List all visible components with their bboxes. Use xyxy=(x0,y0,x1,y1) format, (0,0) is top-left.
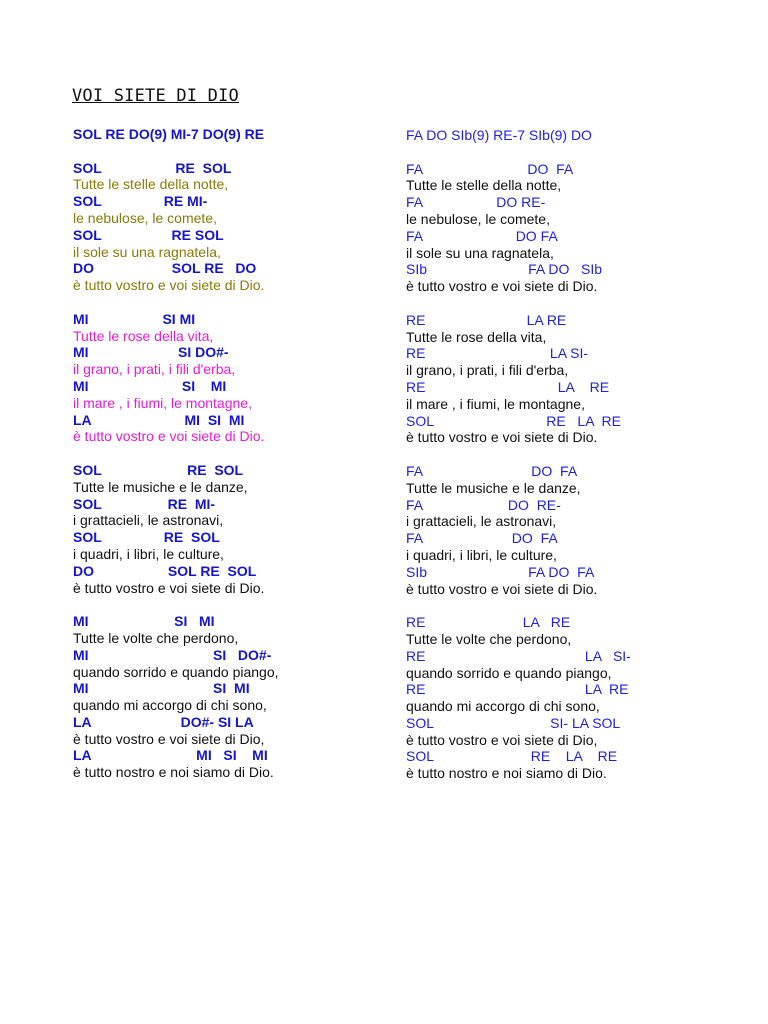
lyric-line: è tutto vostro e voi siete di Dio, xyxy=(406,731,598,748)
chord-line: MI SI MI xyxy=(73,377,227,394)
chord-line: FA DO FA xyxy=(406,462,578,479)
chord-line: LA DO#- SI LA xyxy=(73,713,254,730)
lyric-line: il grano, i prati, i fili d'erba, xyxy=(73,361,236,378)
lyric-line: Tutte le musiche e le danze, xyxy=(73,478,248,495)
lyric-line: è tutto vostro e voi siete di Dio. xyxy=(406,580,598,597)
lyric-line: è tutto vostro e voi siete di Dio. xyxy=(73,277,265,294)
lyric-line: il mare , i fiumi, le montagne, xyxy=(406,395,585,412)
lyric-line: quando sorrido e quando piango, xyxy=(406,664,612,681)
lyric-line: è tutto vostro e voi siete di Dio. xyxy=(406,278,598,295)
lyric-line: quando mi accorgo di chi sono, xyxy=(73,697,267,714)
stanza xyxy=(406,463,726,597)
lyric-line: il mare , i fiumi, le montagne, xyxy=(73,394,252,411)
chord-line: RE LA SI- xyxy=(406,345,589,362)
chord-line: RE LA RE xyxy=(406,311,567,328)
lyric-line: è tutto vostro e voi siete di Dio, xyxy=(73,730,265,747)
chord-line: FA DO FA xyxy=(406,227,558,244)
chord-line: LA MI SI MI xyxy=(73,747,268,764)
intro-chords: SOL RE DO(9) MI-7 DO(9) RE xyxy=(73,126,265,142)
chord-line: DO SOL RE SOL xyxy=(73,562,257,579)
chord-line: RE LA RE xyxy=(406,378,610,395)
lyric-line: i quadri, i libri, le culture, xyxy=(73,545,224,562)
lyric-line: i grattacieli, le astronavi, xyxy=(406,513,557,530)
lyric-line: è tutto vostro e voi siete di Dio. xyxy=(406,429,598,446)
chord-line: FA DO FA xyxy=(406,530,558,547)
chord-line: RE LA RE xyxy=(406,681,629,698)
chord-line: FA DO RE- xyxy=(406,194,546,211)
lyric-line: Tutte le stelle della notte, xyxy=(406,177,562,194)
chords-column-left xyxy=(73,126,393,798)
chord-line: SOL RE SOL xyxy=(73,159,232,176)
stanza xyxy=(406,161,726,295)
intro-chords: FA DO SIb(9) RE-7 SIb(9) DO xyxy=(406,127,592,143)
chord-line: DO SOL RE DO xyxy=(73,260,257,277)
lyric-line: Tutte le rose della vita, xyxy=(73,327,214,344)
chord-line: MI SI DO#- xyxy=(73,646,272,663)
chord-line: SOL RE MI- xyxy=(73,495,216,512)
lyric-line: quando mi accorgo di chi sono, xyxy=(406,698,600,715)
chord-line: SOL RE SOL xyxy=(73,226,224,243)
lyric-line: i quadri, i libri, le culture, xyxy=(406,546,557,563)
lyric-line: è tutto nostro e noi siamo di Dio. xyxy=(406,765,607,782)
song-title: VOI SIETE DI DIO xyxy=(72,86,239,106)
lyric-line: le nebulose, le comete, xyxy=(406,210,550,227)
lyric-line: i grattacieli, le astronavi, xyxy=(73,512,224,529)
chord-line: RE LA RE xyxy=(406,614,571,631)
lyric-line: Tutte le rose della vita, xyxy=(406,328,547,345)
chord-line: SOL RE MI- xyxy=(73,193,208,210)
stanza xyxy=(73,311,393,445)
chord-line: MI SI MI xyxy=(73,680,250,697)
lyric-line: quando sorrido e quando piango, xyxy=(73,663,279,680)
lyric-line: il sole su una ragnatela, xyxy=(73,243,221,260)
chord-line: SOL RE LA RE xyxy=(406,412,621,429)
lyric-line: Tutte le stelle della notte, xyxy=(73,176,229,193)
chord-line: SIb FA DO SIb xyxy=(406,261,603,278)
stanza xyxy=(73,462,393,596)
lyric-line: le nebulose, le comete, xyxy=(73,209,217,226)
chord-line: SOL RE LA RE xyxy=(406,748,618,765)
stanza xyxy=(406,614,726,782)
chord-line: SOL RE SOL xyxy=(73,461,244,478)
lyric-line: il grano, i prati, i fili d'erba, xyxy=(406,362,569,379)
chord-line: SOL RE SOL xyxy=(73,529,220,546)
chord-line: MI SI MI xyxy=(73,310,196,327)
chord-line: LA MI SI MI xyxy=(73,411,245,428)
chord-line: MI SI DO#- xyxy=(73,344,229,361)
chord-line: MI SI MI xyxy=(73,613,215,630)
chord-line: SOL SI- LA SOL xyxy=(406,714,621,731)
lyric-line: Tutte le musiche e le danze, xyxy=(406,479,581,496)
lyric-line: è tutto vostro e voi siete di Dio. xyxy=(73,579,265,596)
chord-line: FA DO RE- xyxy=(406,496,561,513)
stanza xyxy=(73,160,393,294)
stanza xyxy=(406,312,726,446)
chord-line: FA DO FA xyxy=(406,160,574,177)
lyric-line: Tutte le volte che perdono, xyxy=(73,629,239,646)
chord-line: SIb FA DO FA xyxy=(406,563,595,580)
stanza xyxy=(73,613,393,781)
chord-line: RE LA SI- xyxy=(406,647,631,664)
lyric-line: è tutto nostro e noi siamo di Dio. xyxy=(73,764,274,781)
lyric-line: è tutto vostro e voi siete di Dio. xyxy=(73,428,265,445)
chords-column-right xyxy=(406,127,726,799)
lyric-line: Tutte le volte che perdono, xyxy=(406,630,572,647)
lyric-line: il sole su una ragnatela, xyxy=(406,244,554,261)
